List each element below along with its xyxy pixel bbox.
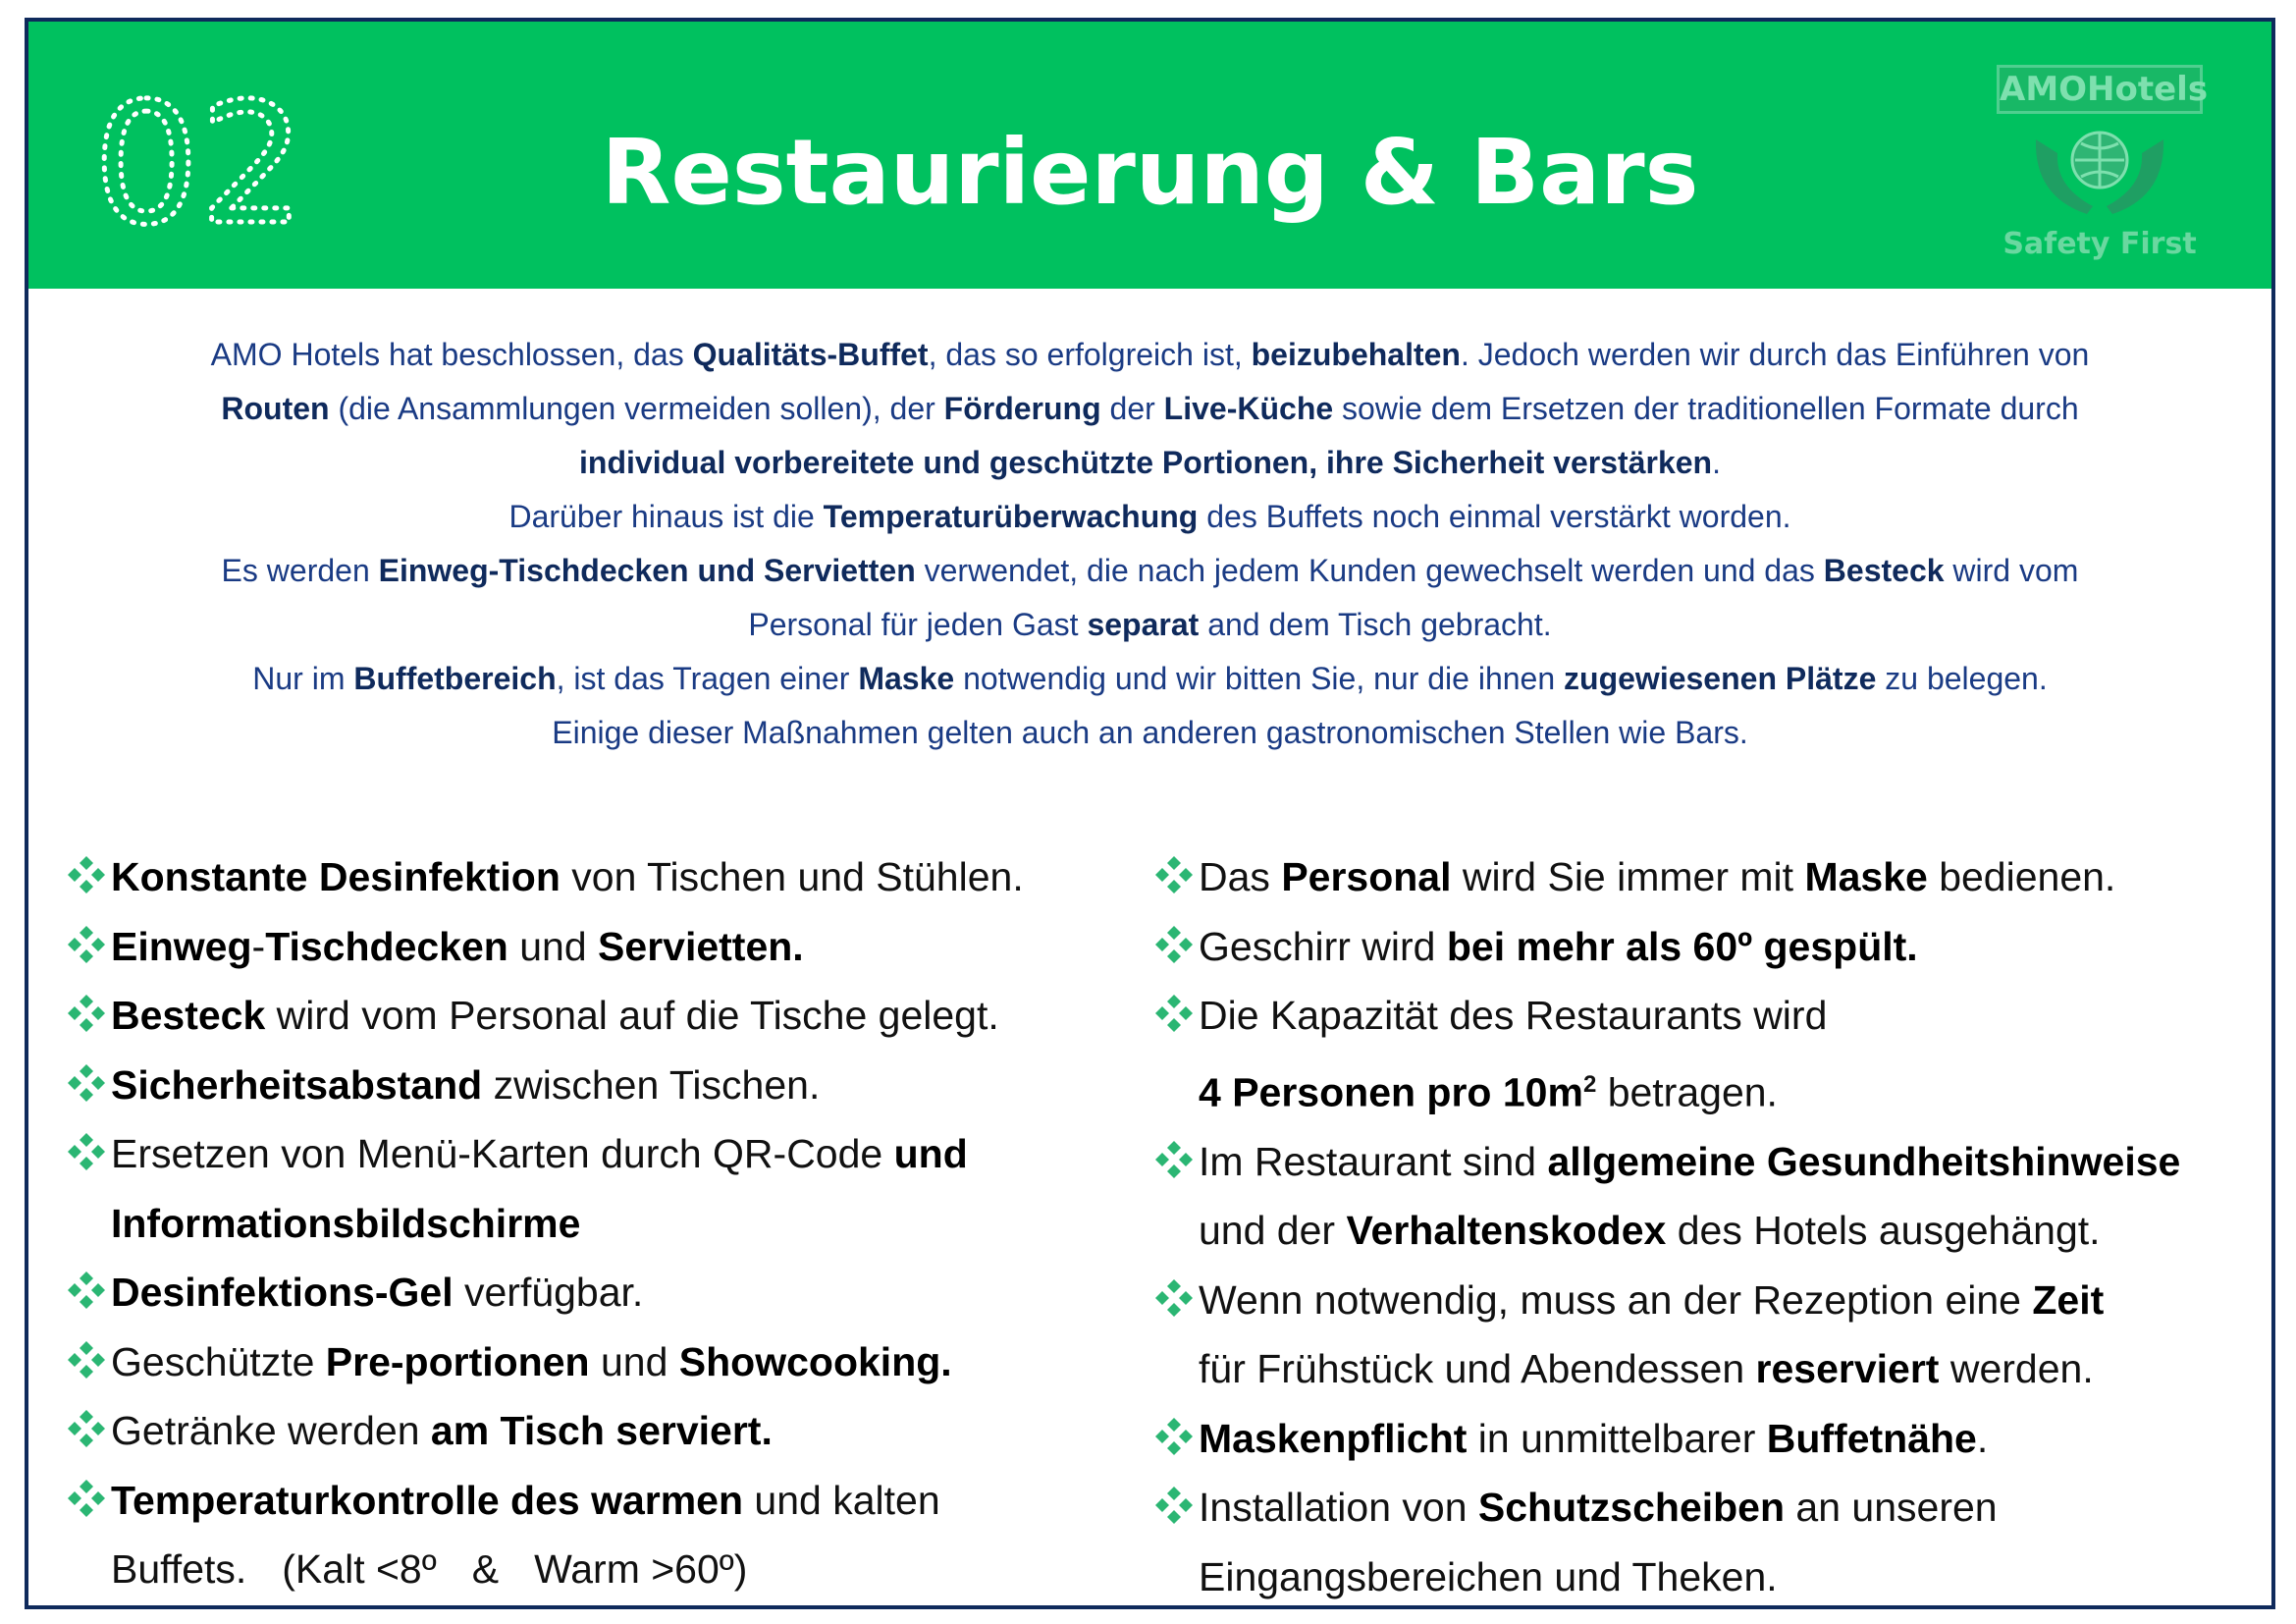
text-run: . Jedoch werden wir durch das Einführen von xyxy=(1460,337,2090,372)
intro-line xyxy=(97,328,2203,382)
list-item xyxy=(1153,1404,2268,1474)
measures-list-left xyxy=(66,842,1165,1604)
list-item xyxy=(66,981,1165,1051)
bold-text: Tischdecken xyxy=(265,923,508,969)
four-diamond-bullet-icon xyxy=(66,1478,107,1519)
intro-line xyxy=(97,436,2203,490)
bold-text: Einweg-Tischdecken und Servietten xyxy=(378,553,916,588)
amo-hotels-logo xyxy=(1997,59,2209,265)
list-item xyxy=(66,842,1165,912)
four-diamond-bullet-icon xyxy=(66,1131,107,1172)
text-run: Es werden xyxy=(221,553,379,588)
bold-text: zugewiesenen Plätze xyxy=(1564,661,1877,696)
bold-text: Personal xyxy=(1281,854,1452,899)
svg-text:02: 02 xyxy=(93,77,306,253)
bold-text: separat xyxy=(1087,607,1200,642)
text-run: Getränke werden xyxy=(111,1408,431,1453)
text-run: Wenn notwendig, muss an der Rezeption eine xyxy=(1199,1276,2033,1323)
intro-line xyxy=(97,382,2203,436)
text-run: wird Sie immer mit xyxy=(1451,854,1805,899)
intro-line xyxy=(97,544,2203,598)
text-run: zu belegen. xyxy=(1876,661,2048,696)
four-diamond-bullet-icon xyxy=(66,1062,107,1104)
list-item xyxy=(66,1327,1165,1397)
list-item xyxy=(66,1396,1165,1466)
text-run: & xyxy=(471,1546,500,1592)
text-run: und der xyxy=(1199,1208,1347,1254)
list-item xyxy=(66,912,1165,982)
bold-text: Qualitäts-Buffet xyxy=(692,337,929,372)
intro-paragraph xyxy=(97,328,2203,760)
four-diamond-bullet-icon xyxy=(1153,1139,1195,1180)
text-run: bedienen. xyxy=(1927,854,2116,899)
text-run: . xyxy=(1712,445,1721,480)
text-run: wird vom Personal auf die Tische gelegt. xyxy=(265,993,999,1038)
text-run: Im Restaurant sind xyxy=(1199,1138,1548,1184)
text-run: verfügbar. xyxy=(453,1270,644,1315)
bold-text: Maske xyxy=(858,661,955,696)
text-run: Buffets. xyxy=(111,1546,247,1592)
bold-text: Temperaturkontrolle des warmen xyxy=(111,1477,744,1523)
text-run: verwendet, die nach jedem Kunden gewechselt werden und das xyxy=(915,553,1824,588)
bold-text: Buffetnähe xyxy=(1766,1415,1977,1461)
list-item xyxy=(1153,1127,2268,1266)
text-run: . xyxy=(1976,1415,1989,1461)
four-diamond-bullet-icon xyxy=(1153,993,1195,1034)
bold-text: und xyxy=(893,1131,968,1176)
four-diamond-bullet-icon xyxy=(66,854,107,895)
text-run: , das so erfolgreich ist, xyxy=(928,337,1252,372)
bold-text: Zeit xyxy=(2032,1276,2105,1323)
four-diamond-bullet-icon xyxy=(66,993,107,1034)
text-run: and dem Tisch gebracht. xyxy=(1199,607,1552,642)
bold-text: individual vorbereitete und geschützte Portionen, ihre Sicherheit verstärken xyxy=(579,445,1713,480)
text-run: für Frühstück und Abendessen xyxy=(1199,1346,1756,1392)
text-run: Einige dieser Maßnahmen gelten auch an anderen gastronomischen Stellen wie Bars. xyxy=(552,715,1748,750)
bold-text: Konstante Desinfektion xyxy=(111,854,561,899)
bold-text: Servietten. xyxy=(598,923,804,969)
four-diamond-bullet-icon xyxy=(66,924,107,965)
bold-text: bei mehr als 60º gespült. xyxy=(1446,923,1918,969)
list-item xyxy=(1153,1266,2268,1404)
text-run: Installation von xyxy=(1199,1485,1478,1531)
four-diamond-bullet-icon xyxy=(66,1339,107,1380)
intro-line xyxy=(97,706,2203,760)
bold-text: Besteck xyxy=(111,993,266,1038)
logo-tagline: Safety First xyxy=(2002,227,2197,261)
text-run: - xyxy=(251,923,266,969)
bold-text: am Tisch serviert. xyxy=(430,1408,773,1453)
text-run: , ist das Tragen einer xyxy=(556,661,859,696)
text-run: in unmittelbarer xyxy=(1467,1415,1767,1461)
text-run: des Hotels ausgehängt. xyxy=(1666,1208,2101,1254)
text-run: Geschützte xyxy=(111,1338,326,1384)
text-run: AMO Hotels hat beschlossen, das xyxy=(210,337,693,372)
text-run: des Buffets noch einmal verstärkt worden. xyxy=(1198,499,1791,534)
four-diamond-bullet-icon xyxy=(1153,1416,1195,1457)
list-item xyxy=(66,1258,1165,1327)
header-band xyxy=(28,22,2271,289)
four-diamond-bullet-icon xyxy=(66,1270,107,1311)
bold-text: Live-Küche xyxy=(1163,391,1334,426)
list-item xyxy=(66,1051,1165,1120)
four-diamond-bullet-icon xyxy=(1153,1277,1195,1319)
text-run: der xyxy=(1100,391,1164,426)
text-run: (die Ansammlungen vermeiden sollen), der xyxy=(329,391,944,426)
intro-line xyxy=(97,652,2203,706)
text-run: und xyxy=(507,923,599,969)
bold-text: beizubehalten xyxy=(1251,337,1461,372)
text-run: an unseren xyxy=(1785,1485,1998,1531)
text-run: Darüber hinaus ist die xyxy=(508,499,824,534)
text-run: Personal für jeden Gast xyxy=(748,607,1088,642)
bold-text: Verhaltenskodex xyxy=(1346,1208,1667,1254)
text-run: und xyxy=(589,1338,679,1384)
page-title: Restaurierung & Bars xyxy=(601,120,1699,225)
bold-text: allgemeine Gesundheitshinweise xyxy=(1547,1138,2181,1184)
text-run: betragen. xyxy=(1596,1069,1778,1115)
logo-brand: AMOHotels xyxy=(1997,65,2203,114)
text-run: und kalten xyxy=(743,1477,940,1523)
bold-text: reserviert xyxy=(1755,1346,1940,1392)
text-run: Das xyxy=(1199,854,1282,899)
text-run: Eingangsbereichen und Theken. xyxy=(1199,1553,1778,1599)
measures-list-right xyxy=(1153,842,2268,1611)
text-run: werden. xyxy=(1939,1346,2094,1392)
intro-line xyxy=(97,490,2203,544)
list-item xyxy=(66,1119,1165,1258)
list-item xyxy=(66,1466,1165,1604)
text-run: Ersetzen von Menü-Karten durch QR-Code xyxy=(111,1131,894,1176)
bold-text: Schutzscheiben xyxy=(1477,1485,1786,1531)
text-run: Nur im xyxy=(252,661,354,696)
bold-text: 4 Personen pro 10m xyxy=(1199,1069,1583,1115)
list-item xyxy=(1153,842,2268,912)
text-run: Die Kapazität des Restaurants wird xyxy=(1199,993,1828,1038)
text-run: Warm >60º) xyxy=(534,1546,748,1592)
text-run: zwischen Tischen. xyxy=(482,1061,821,1108)
text-run: (Kalt <8º xyxy=(282,1546,437,1592)
text-run: sowie dem Ersetzen der traditionellen Formate durch xyxy=(1333,391,2079,426)
bold-text: Desinfektions-Gel xyxy=(111,1270,454,1315)
text-run: von Tischen und Stühlen. xyxy=(560,854,1024,899)
intro-line xyxy=(97,598,2203,652)
page-frame xyxy=(25,18,2275,1609)
bold-text: Förderung xyxy=(943,391,1101,426)
list-item xyxy=(1153,1473,2268,1611)
four-diamond-bullet-icon xyxy=(1153,854,1195,895)
list-item xyxy=(1153,912,2268,982)
four-diamond-bullet-icon xyxy=(1153,1485,1195,1526)
bold-text: 2 xyxy=(1582,1070,1597,1098)
bold-text: Besteck xyxy=(1823,553,1945,588)
bold-text: Sicherheitsabstand xyxy=(111,1061,483,1108)
bold-text: Buffetbereich xyxy=(353,661,557,696)
list-item xyxy=(1153,981,2268,1127)
bold-text: Einweg xyxy=(111,923,252,969)
four-diamond-bullet-icon xyxy=(66,1408,107,1449)
text-run: Geschirr wird xyxy=(1199,923,1447,969)
bold-text: Pre-portionen xyxy=(325,1338,590,1384)
bold-text: Temperaturüberwachung xyxy=(823,499,1199,534)
bold-text: Maskenpflicht xyxy=(1199,1415,1468,1461)
bold-text: Informationsbildschirme xyxy=(111,1200,581,1246)
bold-text: Maske xyxy=(1804,854,1928,899)
bold-text: Routen xyxy=(221,391,330,426)
bold-text: Showcooking. xyxy=(678,1338,952,1384)
text-run: notwendig und wir bitten Sie, nur die ihnen xyxy=(954,661,1565,696)
text-run: wird vom xyxy=(1944,553,2079,588)
four-diamond-bullet-icon xyxy=(1153,924,1195,965)
